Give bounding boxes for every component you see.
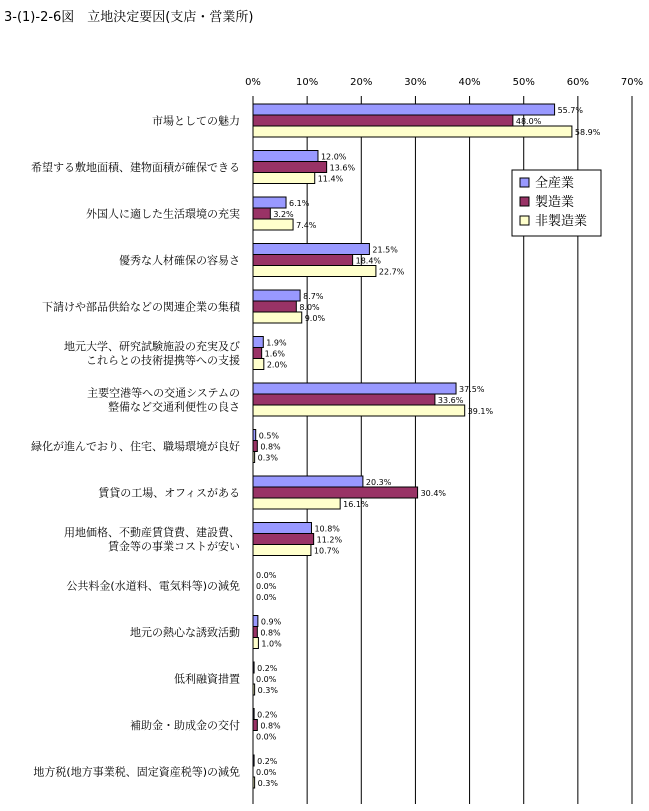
data-label: 30.4% xyxy=(420,489,447,498)
category-label: これらとの技術提携等への支援 xyxy=(86,354,240,367)
bar xyxy=(253,266,376,277)
bar xyxy=(253,348,262,359)
category-label: 希望する敷地面積、建物面積が確保できる xyxy=(31,161,240,174)
data-label: 2.0% xyxy=(266,360,288,370)
tick-label: 70% xyxy=(620,77,644,88)
bar xyxy=(253,452,255,463)
bar xyxy=(253,720,257,731)
tick-label: 60% xyxy=(566,77,589,88)
bar xyxy=(253,290,300,301)
bar xyxy=(253,545,311,556)
bar xyxy=(253,312,302,323)
data-label: 33.6% xyxy=(437,396,464,405)
category-label: 補助金・助成金の交付 xyxy=(130,719,240,732)
category-label: 緑化が進んでおり、住宅、職場環境が良好 xyxy=(31,440,240,453)
data-label: 0.2% xyxy=(257,664,278,673)
data-label: 0.3% xyxy=(257,686,278,695)
data-label: 7.4% xyxy=(296,221,317,230)
bar xyxy=(253,394,435,405)
bar xyxy=(253,219,293,230)
data-label: 6.1% xyxy=(289,199,310,208)
chart-title: 3-(1)-2-6図 立地決定要因(支店・営業所) xyxy=(4,10,254,25)
category-label: 優秀な人材確保の容易さ xyxy=(119,254,240,267)
bar xyxy=(253,523,311,534)
data-label: 0.0% xyxy=(256,593,277,602)
data-label: 11.2% xyxy=(316,535,343,545)
bar xyxy=(253,709,254,720)
data-label: 55.7% xyxy=(557,106,583,115)
legend-label: 非製造業 xyxy=(535,214,588,229)
data-label: 12.0% xyxy=(320,152,347,162)
category-label: 低利融資措置 xyxy=(174,672,240,686)
bar xyxy=(253,662,254,673)
category-label: 外国人に適した生活環境の充実 xyxy=(86,207,240,221)
bar xyxy=(253,441,257,452)
bar xyxy=(253,104,555,115)
data-label: 37.5% xyxy=(459,385,485,394)
category-label: 市場としての魅力 xyxy=(152,114,240,128)
data-label: 0.0% xyxy=(256,768,277,777)
bar xyxy=(253,383,456,394)
data-label: 13.6% xyxy=(329,163,356,173)
bar xyxy=(253,115,513,126)
legend-swatch xyxy=(520,178,529,187)
bar xyxy=(253,777,255,788)
bar xyxy=(253,244,369,255)
data-label: 0.5% xyxy=(258,431,280,441)
bar xyxy=(253,337,263,348)
bar xyxy=(253,197,286,208)
bar xyxy=(253,487,418,498)
bar xyxy=(253,616,258,627)
data-label: 0.0% xyxy=(256,675,277,684)
category-label: 用地価格、不動産賃貸費、建設費、 xyxy=(64,526,240,539)
data-label: 0.8% xyxy=(260,628,281,638)
category-label: 地元大学、研究試験施設の充実及び xyxy=(64,340,240,353)
category-label: 主要空港等への交通システムの xyxy=(87,386,240,400)
data-label: 0.2% xyxy=(257,757,278,766)
data-label: 48.0% xyxy=(515,117,542,126)
bar xyxy=(253,301,296,312)
data-label: 3.2% xyxy=(273,210,294,219)
data-label: 39.1% xyxy=(467,407,494,416)
category-label: 下請けや部品供給などの関連企業の集積 xyxy=(42,300,240,314)
tick-label: 10% xyxy=(296,77,319,88)
legend-swatch xyxy=(520,197,529,206)
data-label: 11.4% xyxy=(317,174,344,184)
bar xyxy=(253,173,315,184)
data-label: 0.0% xyxy=(256,582,277,591)
data-label: 8.0% xyxy=(299,303,320,312)
data-label: 58.9% xyxy=(574,128,601,137)
bar xyxy=(253,627,257,638)
data-label: 0.2% xyxy=(257,710,278,720)
bar xyxy=(253,755,254,766)
data-label: 9.0% xyxy=(304,314,326,323)
bar xyxy=(253,151,318,162)
bar xyxy=(253,498,340,509)
data-label: 10.8% xyxy=(314,524,340,534)
bar xyxy=(253,534,314,545)
bar xyxy=(253,208,270,219)
data-label: 10.7% xyxy=(313,546,340,556)
data-label: 20.3% xyxy=(365,478,392,487)
bar xyxy=(253,126,572,137)
tick-label: 40% xyxy=(458,77,481,88)
data-label: 1.0% xyxy=(261,639,282,649)
bar xyxy=(253,359,264,370)
category-label: 地方税(地方事業税、固定資産税等)の減免 xyxy=(33,765,240,779)
legend-label: 全産業 xyxy=(535,176,575,191)
data-label: 8.7% xyxy=(303,292,324,301)
data-label: 22.7% xyxy=(378,267,405,277)
bar xyxy=(253,255,353,266)
category-label: 公共料金(水道料、電気料等)の減免 xyxy=(66,579,240,593)
bar xyxy=(253,684,255,695)
tick-label: 20% xyxy=(350,77,373,88)
tick-label: 50% xyxy=(512,77,535,88)
legend-swatch xyxy=(520,216,529,225)
tick-label: 0% xyxy=(245,77,261,88)
data-label: 0.3% xyxy=(257,453,278,463)
category-label: 地元の熱心な誘致活動 xyxy=(130,626,240,639)
tick-label: 30% xyxy=(404,77,427,88)
bar xyxy=(253,430,256,441)
legend-label: 製造業 xyxy=(535,195,575,210)
data-label: 1.9% xyxy=(266,338,287,348)
category-label: 賃金等の事業コストが安い xyxy=(108,540,240,553)
category-label: 賃貸の工場、オフィスがある xyxy=(98,486,240,500)
data-label: 1.6% xyxy=(264,349,285,359)
bar xyxy=(253,405,465,416)
data-label: 16.1% xyxy=(343,500,369,509)
data-label: 0.8% xyxy=(260,721,281,731)
data-label: 0.8% xyxy=(260,442,281,452)
category-label: 整備など交通利便性の良さ xyxy=(108,400,240,414)
data-label: 0.0% xyxy=(256,732,277,742)
data-label: 18.4% xyxy=(355,256,382,266)
data-label: 21.5% xyxy=(372,245,398,255)
bar xyxy=(253,162,327,173)
data-label: 0.3% xyxy=(257,779,278,788)
bar xyxy=(253,476,363,487)
data-label: 0.9% xyxy=(260,617,282,627)
bar xyxy=(253,638,258,649)
data-label: 0.0% xyxy=(256,571,277,580)
